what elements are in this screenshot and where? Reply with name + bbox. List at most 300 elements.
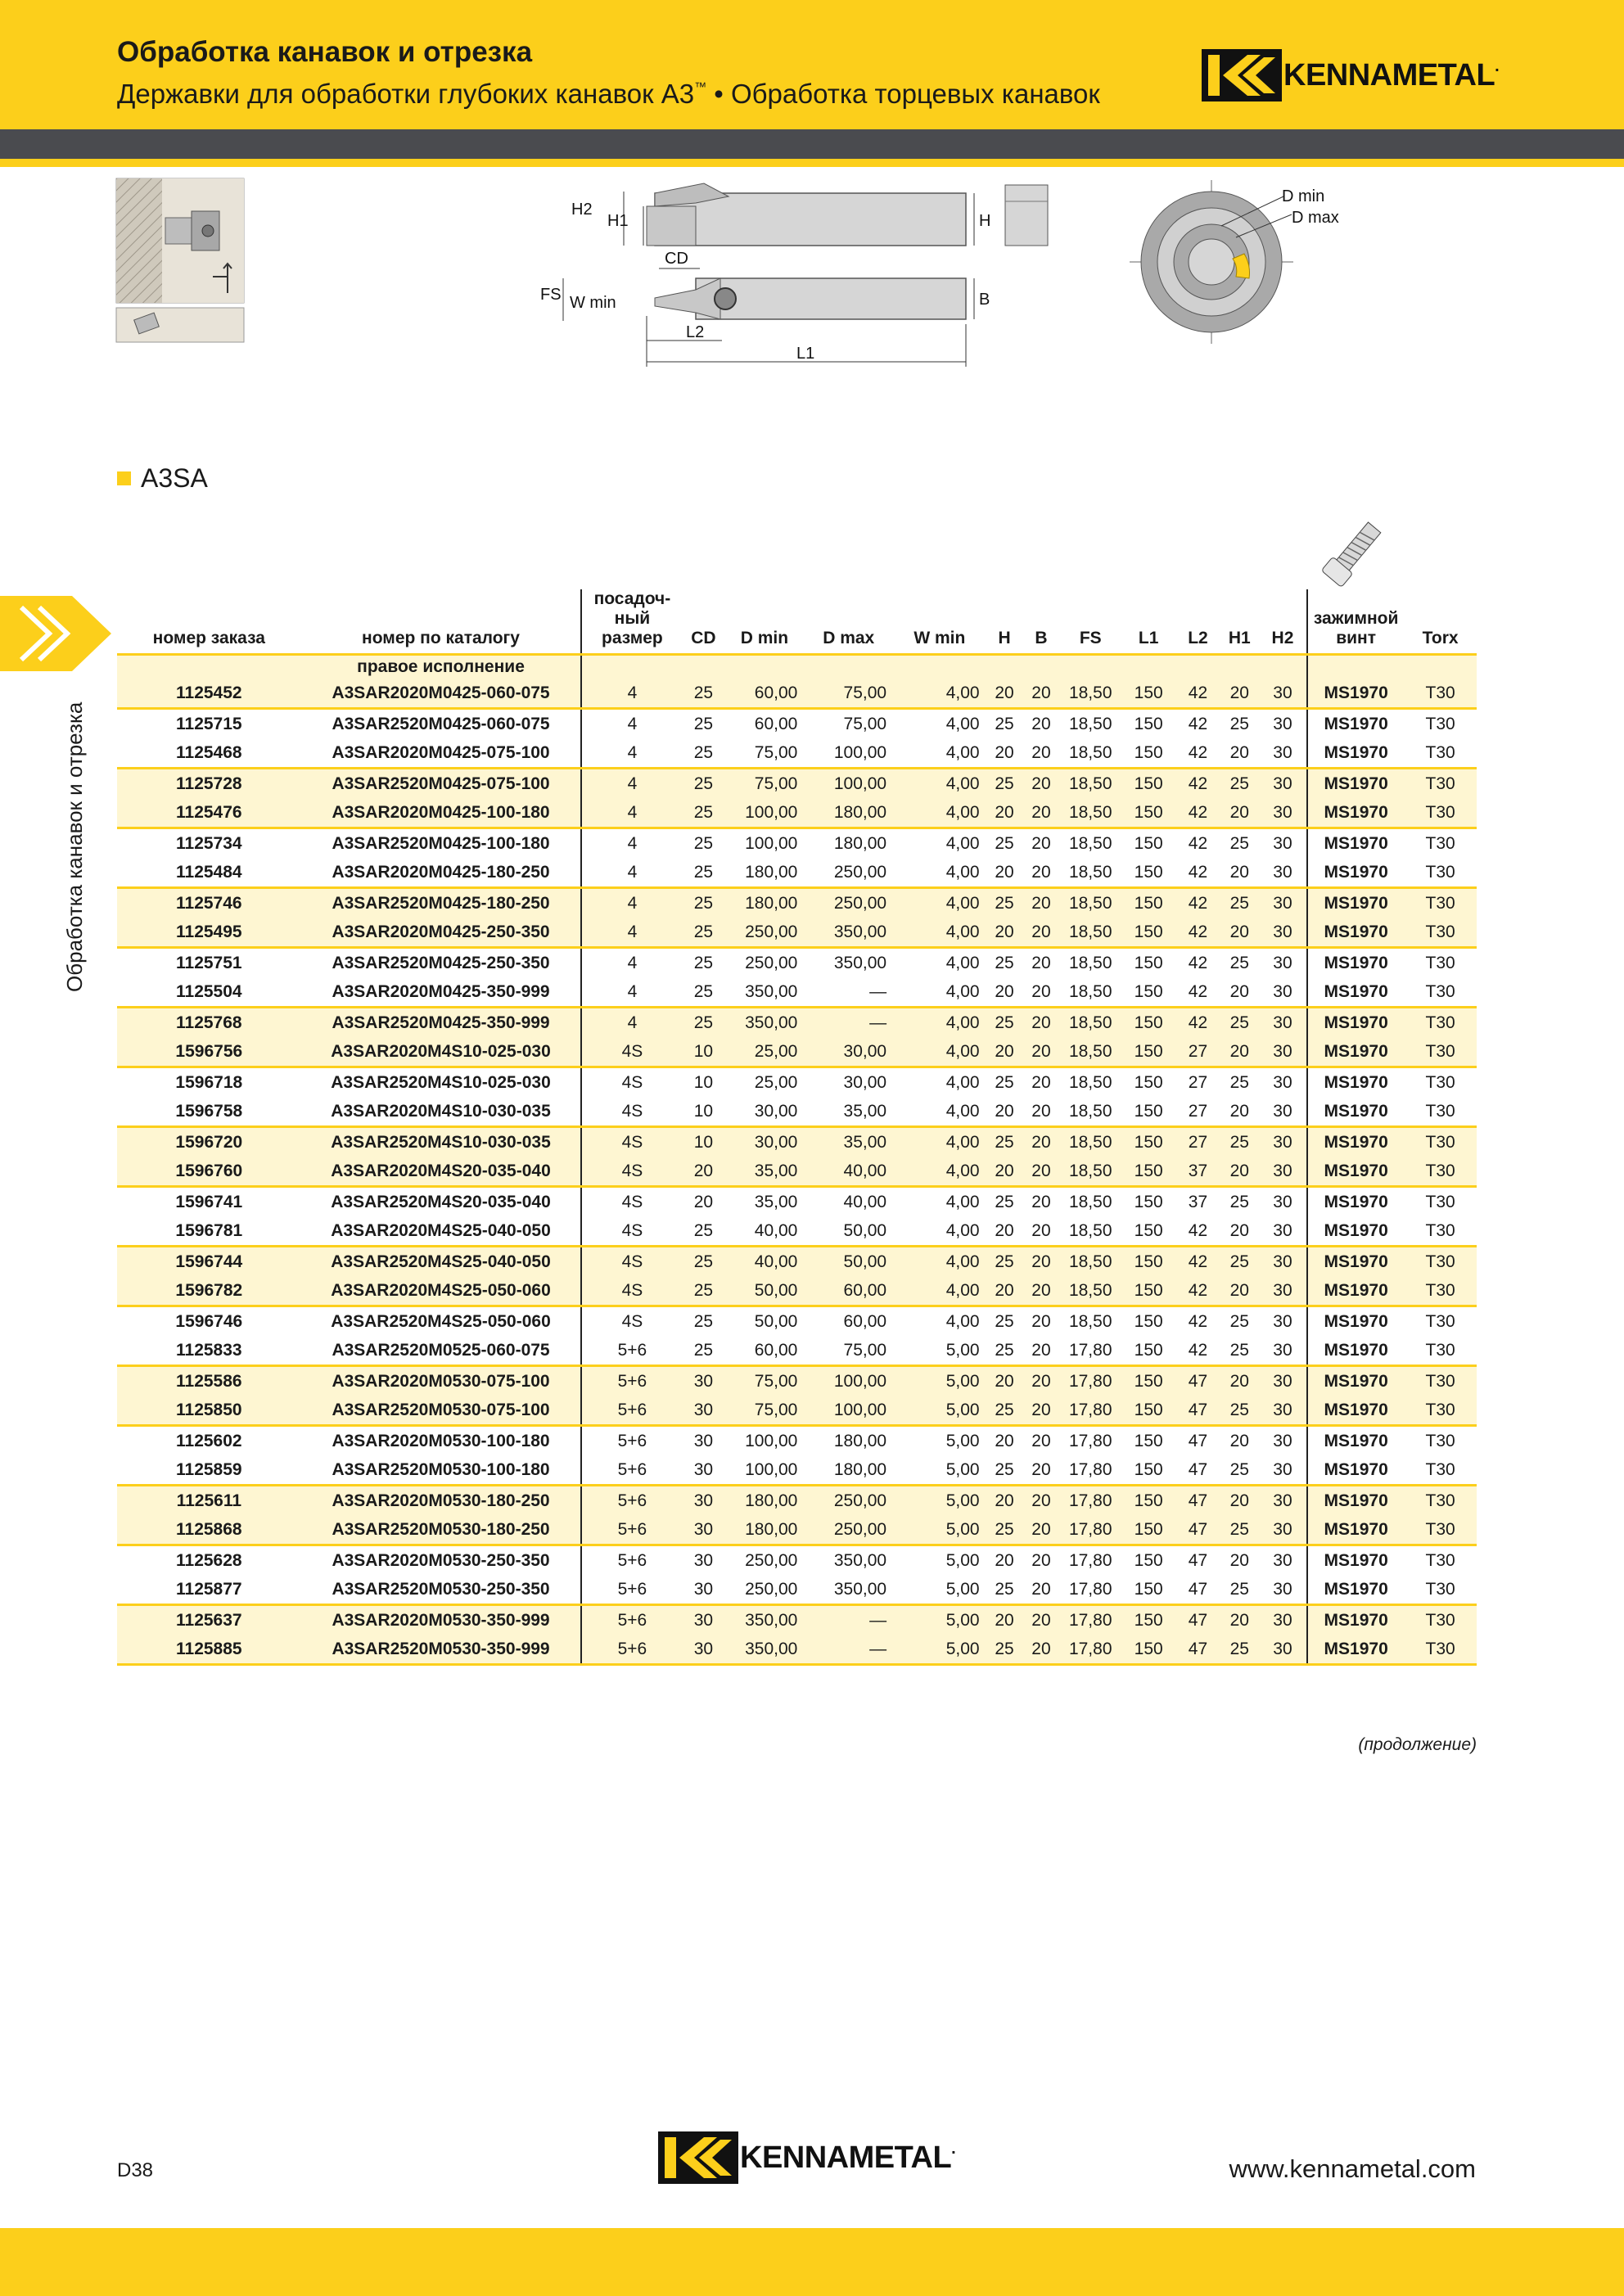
cell-dmax: 250,00: [804, 1515, 893, 1545]
cell-cd: 25: [682, 679, 724, 709]
table-row: [117, 1037, 1477, 1067]
table-row: [117, 1426, 1477, 1456]
footer-brand-name: KENNAMETAL: [740, 2140, 952, 2175]
cell-torx: T30: [1404, 1306, 1477, 1337]
cell-order: 1125746: [117, 888, 301, 918]
cell-h: 25: [995, 1580, 1014, 1599]
cell-l1: 150: [1121, 1396, 1175, 1426]
subheader-cell: [1404, 655, 1477, 679]
cell-l1: 150: [1134, 1460, 1163, 1479]
cell-cd: 25: [682, 828, 724, 859]
cell-torx: T30: [1425, 743, 1455, 762]
cell-l2: 42: [1175, 828, 1220, 859]
cell-fs: 18,50: [1059, 1187, 1121, 1217]
cell-dmin: 250,00: [724, 1545, 804, 1576]
table-subheader-row: [117, 655, 1477, 679]
cell-h1: 25: [1220, 948, 1259, 978]
cell-screw: MS1970: [1307, 918, 1404, 948]
table-row: [117, 1306, 1477, 1337]
dim-label-b: B: [979, 291, 990, 309]
cell-l2: 47: [1175, 1486, 1220, 1516]
cell-wmin: 4,00: [945, 1102, 980, 1121]
section-square-icon: [117, 471, 131, 485]
cell-b: 20: [1022, 1037, 1059, 1067]
cell-catalog: A3SAR2020M4S10-030-035: [331, 1102, 551, 1121]
cell-dmax: 100,00: [833, 743, 887, 762]
cell-h: 20: [995, 982, 1014, 1001]
cell-cd: 25: [682, 1008, 724, 1038]
cell-order: 1125602: [117, 1426, 301, 1456]
cell-catalog: A3SAR2020M0425-100-180: [301, 798, 582, 828]
cell-wmin: 5,00: [893, 1605, 986, 1635]
cell-fs: 17,80: [1059, 1545, 1121, 1576]
clamp-screw-icon: [1315, 509, 1396, 591]
cell-order: 1125751: [117, 948, 301, 978]
cell-h2: 30: [1273, 1341, 1292, 1360]
footer-brand-logo: [658, 2131, 956, 2184]
cell-order: 1596744: [117, 1247, 301, 1277]
cell-h1: 20: [1229, 863, 1249, 882]
cell-h2: 30: [1273, 1580, 1292, 1599]
cell-screw: MS1970: [1307, 1276, 1404, 1306]
cell-h: 20: [995, 743, 1014, 762]
cell-dmin: 40,00: [724, 1247, 804, 1277]
cell-torx: T30: [1404, 769, 1477, 799]
cell-torx: T30: [1404, 1037, 1477, 1067]
cell-cd: 30: [682, 1545, 724, 1576]
cell-b: 20: [1022, 1157, 1059, 1187]
cell-l2: 42: [1175, 948, 1220, 978]
cell-order: 1596720: [117, 1127, 301, 1157]
cell-torx: T30: [1404, 1008, 1477, 1038]
cell-dmax: 100,00: [804, 1396, 893, 1426]
cell-l1: 150: [1121, 679, 1175, 709]
cell-wmin: 4,00: [893, 1187, 986, 1217]
cell-screw: MS1970: [1307, 1037, 1404, 1067]
col-catalog: номер по каталогу: [362, 629, 520, 647]
table-row: [117, 1187, 1477, 1217]
cell-wmin: 4,00: [893, 1157, 986, 1187]
cell-l1: 150: [1121, 1187, 1175, 1217]
cell-seat: 4S: [581, 1216, 682, 1247]
cell-dmin: 25,00: [724, 1037, 804, 1067]
cell-wmin: 5,00: [893, 1426, 986, 1456]
cell-seat: 4S: [581, 1157, 682, 1187]
cell-h1: 20: [1220, 1545, 1259, 1576]
cell-l2: 42: [1175, 798, 1220, 828]
cell-screw: MS1970: [1307, 828, 1404, 859]
cell-h2: 30: [1259, 1067, 1307, 1098]
cell-torx: T30: [1404, 1605, 1477, 1635]
cell-b: 20: [1022, 828, 1059, 859]
cell-cd: 25: [693, 1221, 714, 1240]
cell-order: 1125452: [117, 679, 301, 709]
cell-wmin: 5,00: [893, 1366, 986, 1396]
cell-h1: 25: [1220, 1067, 1259, 1098]
col-order: номер заказа: [152, 629, 265, 647]
table-header-row: [117, 589, 1477, 655]
cell-screw: MS1970: [1307, 1545, 1404, 1576]
cell-fs: 18,50: [1059, 769, 1121, 799]
trademark-mark: ™: [694, 80, 707, 94]
table-row: [117, 1486, 1477, 1516]
cell-torx: T30: [1404, 1486, 1477, 1516]
cell-dmax: 40,00: [804, 1157, 893, 1187]
cell-h2: 30: [1273, 1102, 1292, 1121]
cell-h2: 30: [1273, 743, 1292, 762]
cell-catalog: A3SAR2520M0425-075-100: [301, 769, 582, 799]
cell-l1: 150: [1121, 769, 1175, 799]
cell-seat: 5+6: [581, 1605, 682, 1635]
cell-cd: 10: [693, 1102, 714, 1121]
cell-seat: 4: [581, 948, 682, 978]
cell-fs: 17,80: [1068, 1341, 1112, 1360]
cell-b: 20: [1022, 1396, 1059, 1426]
cell-l1: 150: [1134, 1341, 1163, 1360]
cell-dmin: 100,00: [745, 1460, 798, 1479]
website-link[interactable]: www.kennametal.com: [1229, 2154, 1476, 2183]
dim-label-h1: H1: [607, 212, 629, 230]
cell-l2: 27: [1175, 1127, 1220, 1157]
cell-h2: 30: [1259, 1545, 1307, 1576]
table-row: [117, 1366, 1477, 1396]
page-subtitle: [117, 79, 1100, 110]
cell-order: 1125768: [117, 1008, 301, 1038]
brand-logo: [1202, 49, 1500, 101]
cell-b: 20: [1022, 1366, 1059, 1396]
subheader-cell: [1307, 655, 1404, 679]
cell-torx: T30: [1404, 1515, 1477, 1545]
cell-screw: MS1970: [1307, 1306, 1404, 1337]
cell-fs: 17,80: [1068, 1460, 1112, 1479]
cell-wmin: 4,00: [893, 1306, 986, 1337]
table-row: [117, 1575, 1477, 1605]
cell-catalog: A3SAR2520M0530-075-100: [301, 1396, 582, 1426]
cell-fs: 18,50: [1059, 1008, 1121, 1038]
cell-h2: 30: [1273, 1221, 1292, 1240]
cell-seat: 5+6: [581, 1545, 682, 1576]
cell-seat: 5+6: [581, 1486, 682, 1516]
cell-catalog: A3SAR2520M0530-100-180: [332, 1460, 550, 1479]
cell-seat: 4: [581, 828, 682, 859]
cell-catalog: A3SAR2520M0425-180-250: [301, 888, 582, 918]
cell-order: 1125586: [117, 1366, 301, 1396]
cell-h2: 30: [1259, 918, 1307, 948]
cell-wmin: 4,00: [945, 863, 980, 882]
cell-h2: 30: [1259, 1276, 1307, 1306]
cell-cd: 25: [682, 1247, 724, 1277]
cell-b: 20: [1022, 1276, 1059, 1306]
cell-seat: 5+6: [581, 1396, 682, 1426]
cell-dmax: 40,00: [804, 1187, 893, 1217]
cell-catalog: A3SAR2520M0425-350-999: [301, 1008, 582, 1038]
cell-dmin: 180,00: [724, 888, 804, 918]
cell-screw: MS1970: [1307, 1486, 1404, 1516]
col-cd: CD: [691, 629, 716, 647]
cell-order: 1125504: [176, 982, 242, 1001]
cell-order: 1596758: [175, 1102, 243, 1121]
cell-l1: 150: [1121, 1426, 1175, 1456]
cell-screw: MS1970: [1307, 1008, 1404, 1038]
cell-catalog: A3SAR2020M0530-350-999: [301, 1605, 582, 1635]
cell-fs: 18,50: [1059, 828, 1121, 859]
cell-cd: 10: [682, 1127, 724, 1157]
cell-seat: 4: [581, 888, 682, 918]
cell-torx: T30: [1425, 1341, 1455, 1360]
cell-l1: 150: [1134, 743, 1163, 762]
cell-fs: 17,80: [1059, 1635, 1121, 1665]
col-seat-line2: ный: [614, 609, 651, 628]
cell-torx: T30: [1404, 1247, 1477, 1277]
cell-h1: 25: [1220, 1127, 1259, 1157]
cell-h1: 25: [1220, 1306, 1259, 1337]
side-section-label: Обработка канавок и отрезка: [62, 701, 87, 992]
cell-order: 1125468: [176, 743, 242, 762]
cell-b: 20: [1031, 982, 1051, 1001]
cell-dmin: 75,00: [754, 743, 798, 762]
cell-dmax: 35,00: [804, 1127, 893, 1157]
cell-screw: MS1970: [1307, 1216, 1404, 1247]
cell-dmax: 250,00: [804, 888, 893, 918]
cell-h: 20: [986, 1605, 1023, 1635]
cell-h1: 25: [1220, 769, 1259, 799]
cell-order: 1596782: [117, 1276, 301, 1306]
cell-wmin: 5,00: [893, 1545, 986, 1576]
cell-screw: MS1970: [1307, 709, 1404, 739]
cell-h2: 30: [1259, 1366, 1307, 1396]
cell-dmax: 50,00: [843, 1221, 887, 1240]
cell-dmax: 35,00: [843, 1102, 887, 1121]
cell-h: 20: [986, 918, 1023, 948]
cell-b: 20: [1022, 769, 1059, 799]
cell-h2: 30: [1259, 1605, 1307, 1635]
cell-h1: 20: [1220, 1486, 1259, 1516]
cell-torx: T30: [1404, 1187, 1477, 1217]
cell-order: 1125611: [117, 1486, 301, 1516]
col-dmin: D min: [740, 629, 789, 647]
cell-order: 1125885: [117, 1635, 301, 1665]
table-row: [117, 1127, 1477, 1157]
cell-wmin: 5,00: [893, 1396, 986, 1426]
table-row: [117, 1545, 1477, 1576]
cell-cd: 25: [682, 918, 724, 948]
cell-torx: T30: [1404, 1635, 1477, 1665]
col-screw: [1307, 589, 1404, 655]
table-row: [117, 709, 1477, 739]
cell-dmin: 40,00: [754, 1221, 798, 1240]
cell-h1: 20: [1229, 1102, 1249, 1121]
cell-l1: 150: [1121, 1486, 1175, 1516]
cell-h: 20: [986, 1276, 1023, 1306]
cell-l1: 150: [1121, 1306, 1175, 1337]
cell-h2: 30: [1273, 1460, 1292, 1479]
cell-fs: 18,50: [1059, 948, 1121, 978]
cell-h1: 20: [1229, 743, 1249, 762]
cell-h: 25: [986, 769, 1023, 799]
cell-dmax: 180,00: [833, 1460, 887, 1479]
cell-h2: 30: [1259, 769, 1307, 799]
cell-catalog: A3SAR2020M0425-250-350: [301, 918, 582, 948]
cell-h: 20: [986, 1037, 1023, 1067]
cell-l1: 150: [1121, 1635, 1175, 1665]
brand-mark: .: [1495, 57, 1500, 75]
cell-dmin: 350,00: [724, 1008, 804, 1038]
cell-screw: MS1970: [1307, 948, 1404, 978]
cell-wmin: 4,00: [893, 1067, 986, 1098]
cell-h: 25: [986, 1515, 1023, 1545]
cell-fs: 18,50: [1068, 863, 1112, 882]
cell-screw: MS1970: [1307, 1187, 1404, 1217]
cell-order: 1125734: [117, 828, 301, 859]
cell-wmin: 4,00: [893, 1008, 986, 1038]
cell-b: 20: [1022, 918, 1059, 948]
cell-b: 20: [1022, 1605, 1059, 1635]
cell-dmax: 100,00: [804, 769, 893, 799]
cell-wmin: 4,00: [893, 1276, 986, 1306]
cell-seat: 4S: [581, 1097, 682, 1127]
cell-fs: 18,50: [1068, 1102, 1112, 1121]
cell-catalog: A3SAR2020M0530-180-250: [301, 1486, 582, 1516]
cell-torx: T30: [1404, 798, 1477, 828]
cell-fs: 18,50: [1059, 888, 1121, 918]
cell-wmin: 4,00: [893, 769, 986, 799]
cell-screw: MS1970: [1307, 738, 1404, 769]
cell-l2: 42: [1175, 1008, 1220, 1038]
cell-l1: 150: [1121, 1067, 1175, 1098]
cell-b: 20: [1022, 1008, 1059, 1038]
cell-l1: 150: [1134, 1221, 1163, 1240]
cell-dmax: 180,00: [804, 798, 893, 828]
cell-b: 20: [1022, 1127, 1059, 1157]
cell-dmax: 50,00: [804, 1247, 893, 1277]
table-row: [117, 948, 1477, 978]
table-row: [117, 1216, 1477, 1247]
cell-dmin: 350,00: [724, 1635, 804, 1665]
dim-label-dmin: D min: [1282, 187, 1325, 205]
cell-seat: 4: [581, 769, 682, 799]
cell-seat: 4: [581, 918, 682, 948]
continuation-note: (продолжение): [1358, 1735, 1477, 1754]
cell-screw: MS1970: [1307, 1455, 1404, 1486]
col-screw-line2: винт: [1336, 629, 1377, 647]
cell-torx: T30: [1404, 1545, 1477, 1576]
cell-catalog: A3SAR2520M0425-250-350: [301, 948, 582, 978]
cell-wmin: 4,00: [893, 679, 986, 709]
cell-order: 1596718: [117, 1067, 301, 1098]
cell-h2: 30: [1259, 1157, 1307, 1187]
cell-dmin: 35,00: [724, 1187, 804, 1217]
cell-h2: 30: [1273, 863, 1292, 882]
cell-dmin: 100,00: [724, 1426, 804, 1456]
cell-h1: 25: [1220, 1635, 1259, 1665]
cell-dmin: 180,00: [724, 1486, 804, 1516]
cell-b: 20: [1022, 1426, 1059, 1456]
cell-h: 25: [986, 1187, 1023, 1217]
cell-h1: 25: [1229, 1341, 1249, 1360]
cell-h: 20: [986, 1157, 1023, 1187]
cell-l2: 37: [1175, 1187, 1220, 1217]
cell-torx: T30: [1404, 948, 1477, 978]
cell-l2: 47: [1188, 1580, 1208, 1599]
cell-catalog: A3SAR2520M0425-100-180: [301, 828, 582, 859]
product-table: [117, 589, 1477, 1666]
cell-cd: 10: [682, 1037, 724, 1067]
cell-l2: 42: [1175, 918, 1220, 948]
section-title: A3SA: [141, 463, 208, 493]
cell-l1: 150: [1121, 709, 1175, 739]
cell-h: 25: [986, 1127, 1023, 1157]
cell-dmax: 180,00: [804, 1426, 893, 1456]
cell-seat: 4: [581, 858, 682, 888]
cell-order: 1125868: [117, 1515, 301, 1545]
cell-catalog: A3SAR2520M4S20-035-040: [301, 1187, 582, 1217]
cell-dmin: 30,00: [754, 1102, 798, 1121]
cell-fs: 18,50: [1059, 1306, 1121, 1337]
cell-h: 20: [986, 1486, 1023, 1516]
cell-seat: 4S: [581, 1067, 682, 1098]
table-row: [117, 1097, 1477, 1127]
cell-l2: 47: [1175, 1366, 1220, 1396]
cell-screw: MS1970: [1307, 798, 1404, 828]
cell-torx: T30: [1425, 1221, 1455, 1240]
cell-catalog: A3SAR2020M4S20-035-040: [301, 1157, 582, 1187]
cell-b: 20: [1022, 1515, 1059, 1545]
table-row: [117, 1157, 1477, 1187]
cell-l2: 47: [1175, 1515, 1220, 1545]
kennametal-k-icon: [658, 2131, 738, 2184]
cell-h2: 30: [1259, 1396, 1307, 1426]
cell-seat: 4S: [581, 1037, 682, 1067]
col-torx: Torx: [1422, 629, 1459, 647]
cell-h1: 25: [1220, 1187, 1259, 1217]
cell-cd: 25: [693, 743, 714, 762]
cell-fs: 18,50: [1059, 709, 1121, 739]
cell-l2: 42: [1175, 888, 1220, 918]
cell-dmax: 75,00: [804, 679, 893, 709]
cell-dmax: 180,00: [804, 828, 893, 859]
cell-dmin: 75,00: [724, 1366, 804, 1396]
table-row: [117, 1008, 1477, 1038]
cell-l2: 47: [1188, 1460, 1208, 1479]
cell-cd: 30: [682, 1486, 724, 1516]
cell-torx: T30: [1404, 1396, 1477, 1426]
cell-fs: 18,50: [1059, 1157, 1121, 1187]
cell-h: 20: [986, 1366, 1023, 1396]
cell-fs: 17,80: [1059, 1366, 1121, 1396]
cell-order: 1125628: [117, 1545, 301, 1576]
cell-b: 20: [1022, 679, 1059, 709]
cell-torx: T30: [1425, 1580, 1455, 1599]
cell-l2: 42: [1188, 743, 1208, 762]
cell-catalog: A3SAR2020M0425-060-075: [301, 679, 582, 709]
subtitle-tail: • Обработка торцевых канавок: [706, 79, 1100, 109]
cell-dmin: 250,00: [745, 1580, 798, 1599]
cell-dmin: 180,00: [724, 1515, 804, 1545]
cell-b: 20: [1022, 709, 1059, 739]
cell-screw: MS1970: [1307, 1575, 1404, 1605]
cell-catalog: A3SAR2520M4S10-030-035: [301, 1127, 582, 1157]
cell-h1: 20: [1220, 1366, 1259, 1396]
cell-fs: 18,50: [1068, 1221, 1112, 1240]
cell-h: 20: [995, 863, 1014, 882]
cell-catalog: A3SAR2020M4S10-025-030: [301, 1037, 582, 1067]
cell-cd: 30: [682, 1396, 724, 1426]
cell-b: 20: [1031, 1580, 1051, 1599]
col-seat: [581, 589, 682, 655]
cell-h: 25: [986, 888, 1023, 918]
table-row: [117, 1455, 1477, 1486]
cell-cd: 25: [682, 709, 724, 739]
